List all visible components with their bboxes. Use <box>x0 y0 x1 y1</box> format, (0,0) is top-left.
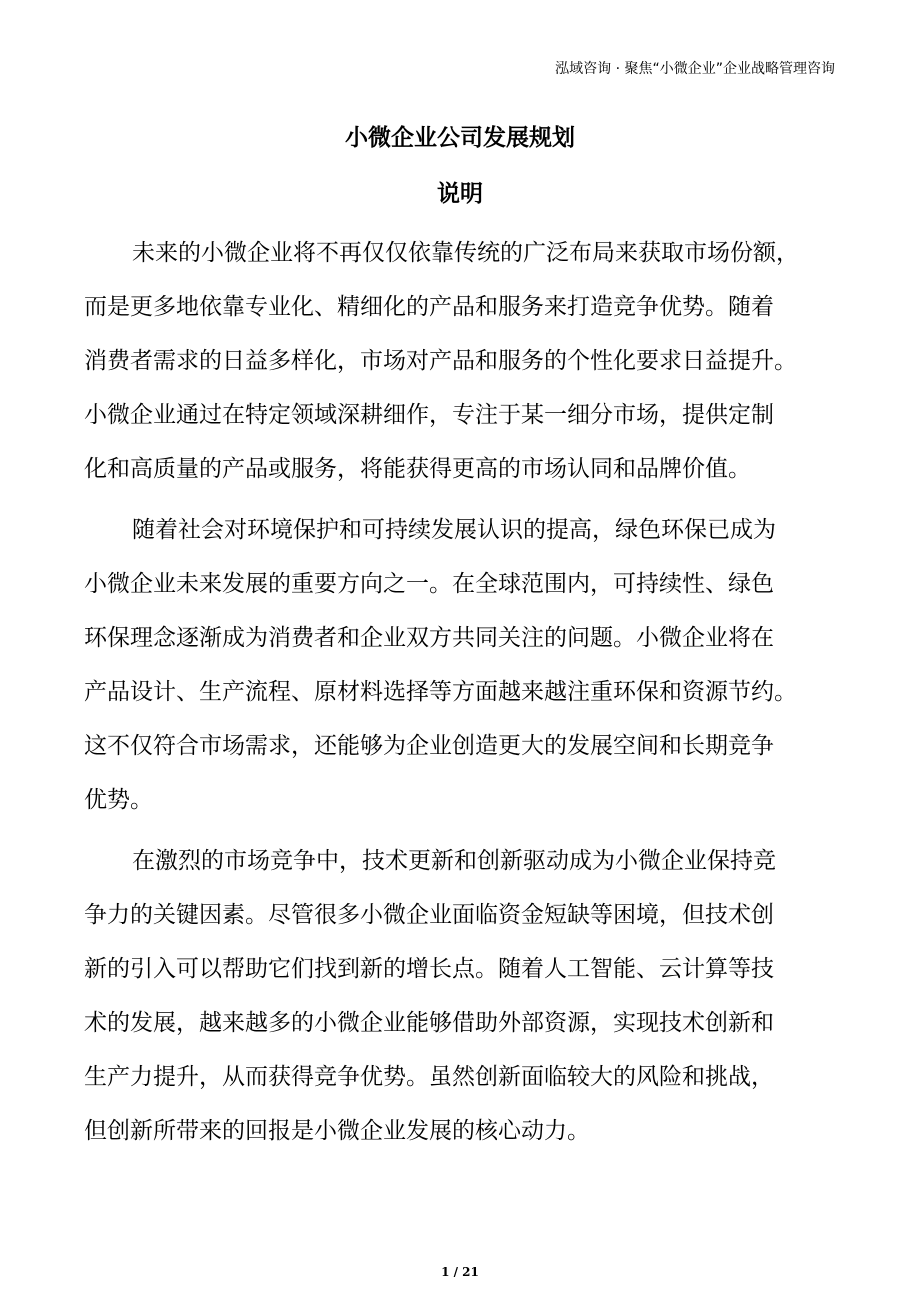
text-line: 产品设计、生产流程、原材料选择等方面越来越注重环保和资源节约。 <box>84 679 797 705</box>
text-line: 小微企业通过在特定领域深耕细作，专注于某一细分市场，提供定制 <box>84 402 774 428</box>
text-line: 在激烈的市场竞争中，技术更新和创新驱动成为小微企业保持竞 <box>132 848 776 874</box>
text-line: 小微企业未来发展的重要方向之一。在全球范围内，可持续性、绿色 <box>84 571 774 597</box>
page-number: 1 / 21 <box>441 1265 479 1279</box>
text-line: 未来的小微企业将不再仅仅依靠传统的广泛布局来获取市场份额， <box>132 240 799 266</box>
text-line: 环保理念逐渐成为消费者和企业双方共同关注的问题。小微企业将在 <box>84 625 774 651</box>
text-line: 消费者需求的日益多样化，市场对产品和服务的个性化要求日益提升。 <box>84 348 797 374</box>
paragraph-1 <box>84 226 844 496</box>
paragraph-2 <box>84 503 844 827</box>
text-line: 随着社会对环境保护和可持续发展认识的提高，绿色环保已成为 <box>132 517 776 543</box>
document-subtitle: 说明 <box>437 181 483 207</box>
text-line: 新的引入可以帮助它们找到新的增长点。随着人工智能、云计算等技 <box>84 956 774 982</box>
page-header: 泓域咨询 · 聚焦“小微企业”企业战略管理咨询 <box>555 61 835 77</box>
text-line: 而是更多地依靠专业化、精细化的产品和服务来打造竞争优势。随着 <box>84 294 774 320</box>
paragraph-3 <box>84 834 844 1158</box>
text-line: 但创新所带来的回报是小微企业发展的核心动力。 <box>84 1118 590 1144</box>
text-line: 术的发展，越来越多的小微企业能够借助外部资源，实现技术创新和 <box>84 1010 774 1036</box>
document-title: 小微企业公司发展规划 <box>345 125 575 151</box>
text-line: 化和高质量的产品或服务，将能获得更高的市场认同和品牌价值。 <box>84 456 751 482</box>
text-line: 争力的关键因素。尽管很多小微企业面临资金短缺等困境，但技术创 <box>84 902 774 928</box>
text-line: 优势。 <box>84 787 153 813</box>
text-line: 生产力提升，从而获得竞争优势。虽然创新面临较大的风险和挑战， <box>84 1064 774 1090</box>
text-line: 这不仅符合市场需求，还能够为企业创造更大的发展空间和长期竞争 <box>84 733 774 759</box>
